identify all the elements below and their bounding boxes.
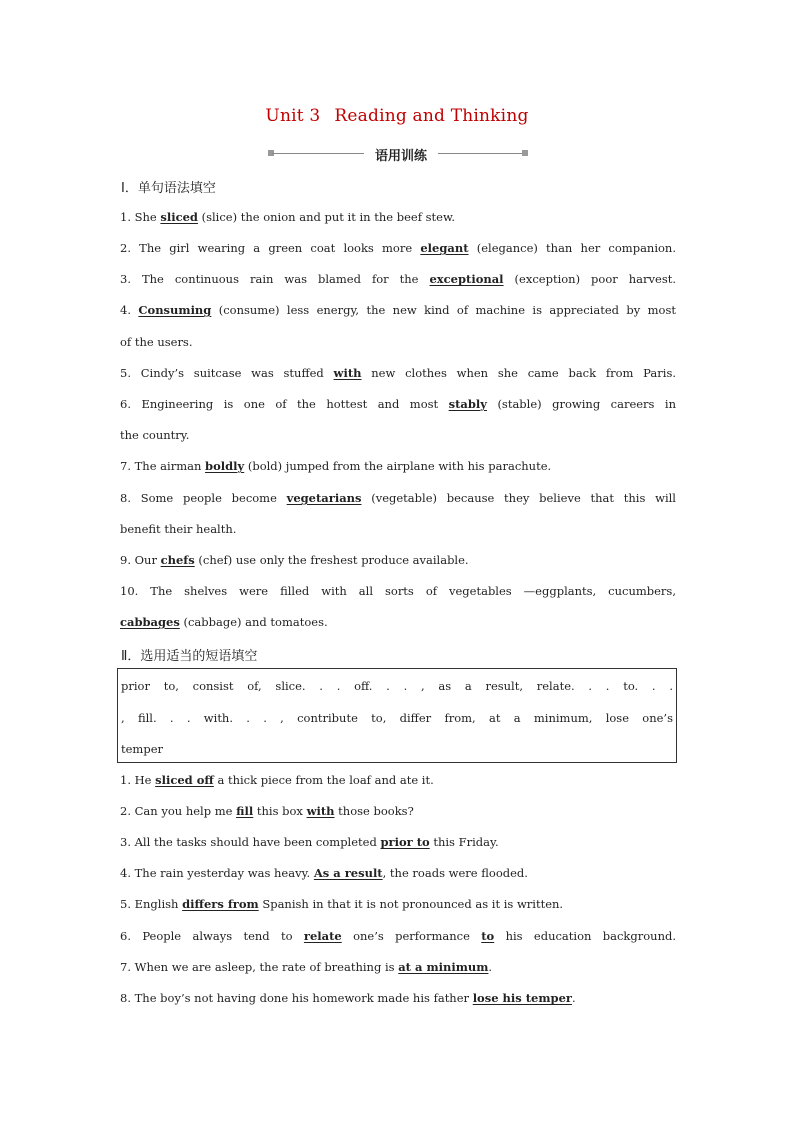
exercise-line: 4. Consuming (consume) less energy, the new kind of machine is appreciated by most: [120, 303, 676, 317]
answer: stably: [448, 397, 487, 411]
answer: vegetarians: [286, 491, 362, 505]
title-topic: Reading and Thinking: [334, 106, 529, 126]
title-unit: Unit 3: [265, 106, 321, 126]
exercise-line: cabbages (cabbage) and tomatoes.: [120, 615, 328, 629]
exercise-line: 9. Our chefs (chef) use only the freshest produce available.: [120, 553, 469, 567]
page-title: [0, 106, 794, 126]
answer: at a minimum: [398, 960, 489, 974]
answer: lose his temper: [472, 991, 572, 1005]
exercise-line: 8. The boy’s not having done his homework made his father lose his temper.: [120, 991, 576, 1005]
banner-left-rule: [272, 153, 364, 154]
answer: boldly: [205, 459, 245, 473]
exercise-line: of the users.: [120, 335, 193, 349]
answer: prior to: [380, 835, 430, 849]
banner-right-rule: [438, 153, 522, 154]
exercise-line: 5. Cindy’s suitcase was stuffed with new clothes when she came back from Paris.: [120, 366, 676, 380]
answer: with: [333, 366, 362, 380]
exercise-line: 1. She sliced (slice) the onion and put it in the beef stew.: [120, 210, 456, 224]
answer: to: [481, 929, 495, 943]
exercise-line: 3. All the tasks should have been completed prior to this Friday.: [120, 835, 499, 849]
exercise-line: 8. Some people become vegetarians (vegetable) because they believe that this will: [120, 491, 676, 505]
exercise-line: 3. The continuous rain was blamed for the exceptional (exception) poor harvest.: [120, 272, 677, 286]
answer: relate: [303, 929, 342, 943]
section-banner: [268, 144, 528, 164]
exercise-line: 2. The girl wearing a green coat looks more elegant (elegance) than her companion.: [120, 241, 676, 255]
banner-label: 语用训练: [374, 149, 427, 164]
phrase-box-line: temper: [121, 742, 163, 756]
answer: with: [306, 804, 335, 818]
exercise-line: 5. English differs from Spanish in that it is not pronounced as it is written.: [120, 897, 564, 911]
phrase-box-line: prior to, consist of, slice. . . off. . . , as a result, relate. . . to. . .: [121, 679, 673, 693]
phrase-box: [117, 668, 677, 763]
answer: exceptional: [429, 272, 504, 286]
answer: elegant: [420, 241, 469, 255]
exercise-line: 6. Engineering is one of the hottest and most stably (stable) growing careers in: [120, 397, 677, 411]
exercise-line: the country.: [120, 428, 190, 442]
exercise-line: 6. People always tend to relate one’s performance to his education background.: [120, 929, 676, 943]
exercise-line: benefit their health.: [120, 522, 237, 536]
answer: Consuming: [138, 303, 212, 317]
section2-heading: Ⅱ．选用适当的短语填空: [121, 649, 258, 664]
section1-heading: Ⅰ．单句语法填空: [121, 181, 216, 196]
exercise-line: 7. The airman boldly (bold) jumped from the airplane with his parachute.: [120, 459, 552, 473]
answer: As a result: [313, 866, 383, 880]
answer: sliced off: [155, 773, 214, 787]
exercise-line: 4. The rain yesterday was heavy. As a result, the roads were flooded.: [120, 866, 528, 880]
exercise-line: 1. He sliced off a thick piece from the loaf and ate it.: [120, 773, 434, 787]
exercise-line: 7. When we are asleep, the rate of breathing is at a minimum.: [120, 960, 493, 974]
banner-right-dot: [522, 150, 528, 156]
answer: differs from: [182, 897, 259, 911]
answer: fill: [236, 804, 254, 818]
exercise-line: 2. Can you help me fill this box with those books?: [120, 804, 414, 818]
answer: cabbages: [120, 615, 180, 629]
answer: chefs: [160, 553, 195, 567]
exercise-line: 10. The shelves were filled with all sorts of vegetables —eggplants, cucumbers,: [120, 584, 676, 598]
answer: sliced: [160, 210, 198, 224]
phrase-box-line: , fill. . . with. . . , contribute to, differ from, at a minimum, lose one’s: [121, 711, 673, 725]
